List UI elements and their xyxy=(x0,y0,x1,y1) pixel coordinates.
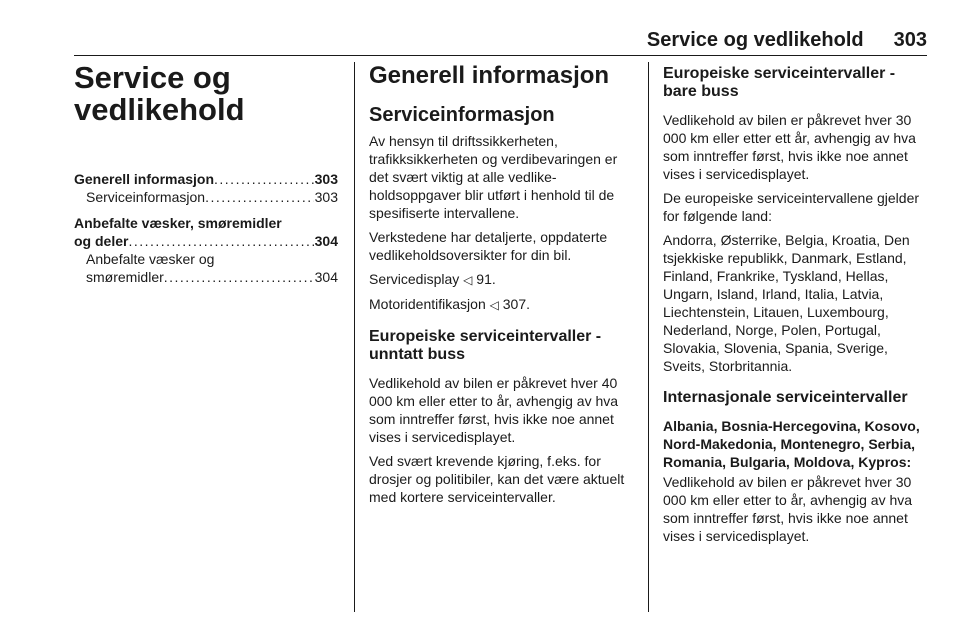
toc-entry-anbefalte-vaesker-og-smoremidler[interactable]: Anbefalte væsker og smøremidler . . . 304 xyxy=(74,250,338,286)
paragraph: Vedlikehold av bilen er påkrevet hver 30 000 km eller etter ett år, avhengig av hva som inntreffer først, hvis ikke noe annet vises i servicedisplayet. xyxy=(663,112,916,182)
header-rule xyxy=(74,55,927,56)
cross-reference[interactable]: Servicedisplay ◁ 91. xyxy=(369,271,496,287)
service-interval-column xyxy=(663,62,929,551)
subsection-title: Serviceinformasjon xyxy=(369,104,555,126)
reference-arrow-icon: ◁ xyxy=(463,273,473,287)
page-header xyxy=(0,28,927,52)
column-divider xyxy=(648,62,649,612)
toc-entry-generell-informasjon[interactable]: Generell informasjon . . . 303 xyxy=(74,170,338,188)
chapter-title: Service og vedlikehold xyxy=(74,60,245,127)
section-title: Generell informasjon xyxy=(369,62,610,89)
toc-page: 304 xyxy=(314,269,338,285)
country-list: Andorra, Østerrike, Belgia, Kroatia, Den tsjekkiske republikk, Danmark, Estland, Finland, Frankrike, Tyskland, Hellas, Ungarn, Island, Irland, Italia, Latvia, Liechtenstein, Litauen, Luxembourg, Nederland, Norge, Polen, Portugal, Slovakia, Slovenia, Spania, Sverige, Sveits, Storbritannia. xyxy=(663,232,910,374)
toc-page: 304 xyxy=(314,233,338,249)
general-info-column xyxy=(369,62,634,512)
paragraph: Vedlikehold av bilen er påkrevet hver 30 000 km eller etter to år, avhengig av hva som inntreffer først, hvis ikke noe annet vises i servicedisplayet. xyxy=(663,474,913,544)
running-title: Service og vedlikehold xyxy=(646,29,864,51)
paragraph: Ved svært krevende kjøring, f.eks. for drosjer og politibiler, kan det være aktuelt med kortere serviceintervaller. xyxy=(369,453,625,505)
paragraph: Vedlikehold av bilen er påkrevet hver 40 000 km eller etter to år, avhengig av hva som inntreffer først, hvis ikke noe annet vises i servicedisplayet. xyxy=(369,375,619,445)
page-number: 303 xyxy=(893,29,927,51)
reference-arrow-icon: ◁ xyxy=(489,298,499,312)
table-of-contents xyxy=(74,170,338,286)
cross-reference[interactable]: Motoridentifikasjon ◁ 307. xyxy=(369,296,530,312)
heading-europe-bus-only: Europeiske serviceintervaller - bare buss xyxy=(663,65,896,100)
toc-page: 303 xyxy=(314,189,338,205)
heading-europe-excl-bus: Europeiske serviceintervaller - unntatt buss xyxy=(369,328,602,363)
paragraph: Av hensyn til driftssikkerheten, trafikksikkerheten og verdibevaringen er det svært viktig at alle vedlikeholdsoppgaver blir utført i henhold til de spesifiserte intervallene. xyxy=(369,133,618,221)
toc-entry-serviceinformasjon[interactable]: Serviceinformasjon . . . 303 xyxy=(74,188,338,206)
country-group-heading: Albania, Bosnia-Hercegovina, Kosovo, Nord-Makedonia, Montenegro, Serbia, Romania, Bulgaria, Moldova, Kypros: xyxy=(663,418,920,470)
paragraph: De europeiske serviceintervallene gjelder for følgende land: xyxy=(663,190,920,224)
toc-entry-anbefalte-vaesker-smoremidler-og-deler[interactable]: Anbefalte væsker, smøremidler og deler . . . 304 xyxy=(74,214,338,250)
column-divider xyxy=(354,62,355,612)
paragraph: Verkstedene har detaljerte, oppdaterte vedlikeholdsoversikter for din bil. xyxy=(369,229,608,263)
heading-international-intervals: Internasjonale serviceintervaller xyxy=(663,389,908,406)
toc-page: 303 xyxy=(314,171,338,187)
chapter-column xyxy=(74,62,338,286)
